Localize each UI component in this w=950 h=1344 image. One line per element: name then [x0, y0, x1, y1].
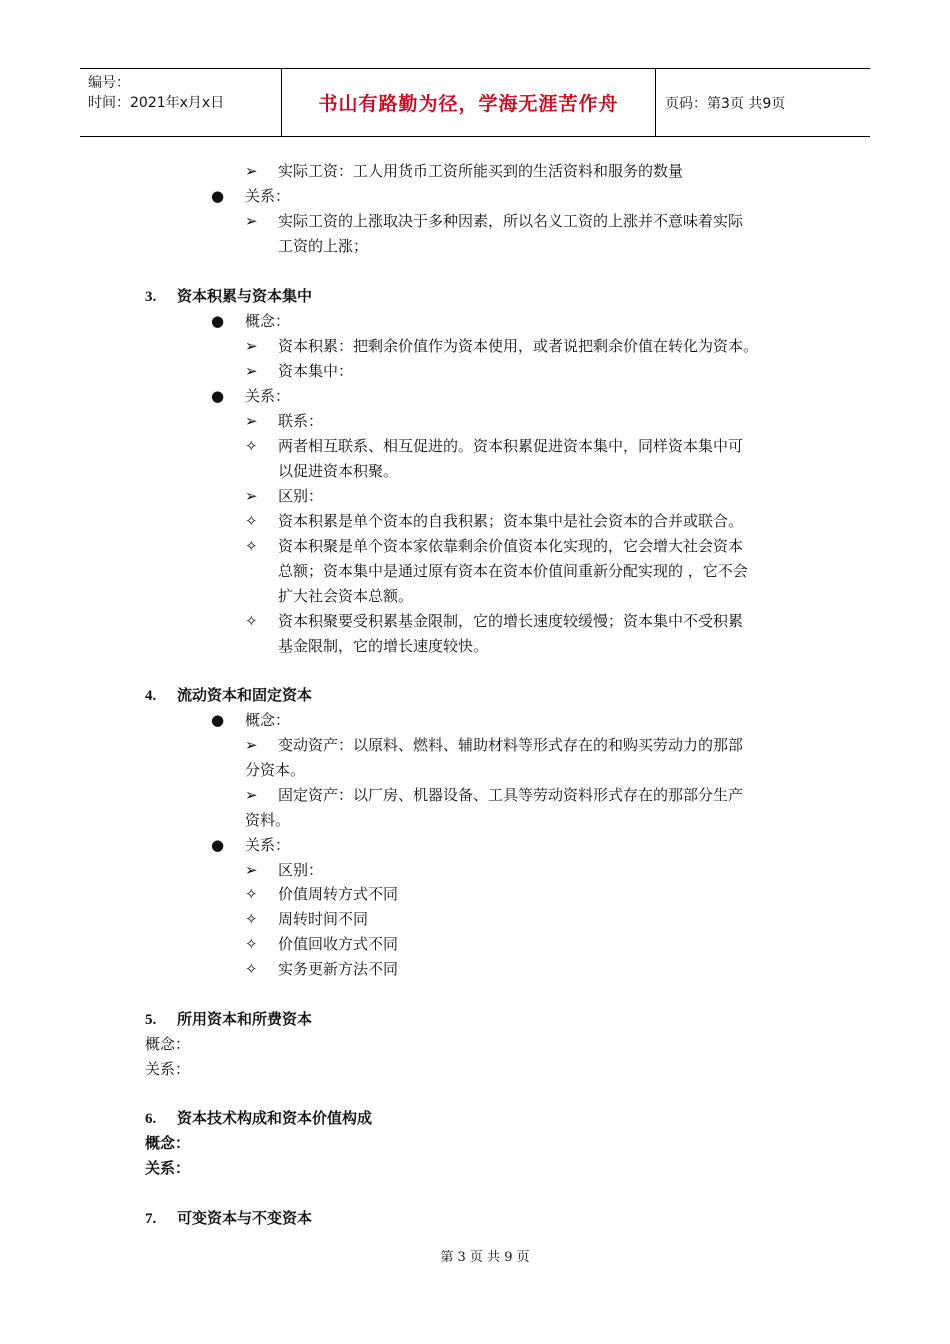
- text-line: 关系：: [145, 1159, 191, 1177]
- text-line: 固定资产：以厂房、机器设备、工具等劳动资料形式存在的那部分生产: [278, 786, 744, 804]
- text-line: 两者相互联系、相互促进的。资本积累促进资本集中，同样资本集中可: [278, 437, 744, 455]
- page-header: [80, 68, 870, 137]
- diamond-bullet-icon: ✧: [245, 537, 258, 555]
- section-heading-3: 3. 资本积累与资本集中: [145, 287, 313, 305]
- arrow-bullet-icon: ➢: [245, 362, 258, 380]
- text-line: 关系：: [245, 836, 291, 854]
- arrow-bullet-icon: ➢: [245, 337, 258, 355]
- text-line: 联系：: [278, 412, 324, 430]
- diamond-bullet-icon: ✧: [245, 612, 258, 630]
- diamond-bullet-icon: ✧: [245, 910, 258, 928]
- text-line: 资料。: [245, 811, 291, 829]
- arrow-bullet-icon: ➢: [245, 736, 258, 754]
- text-line: 总额；资本集中是通过原有资本在资本价值间重新分配实现的 ，它不会: [278, 562, 748, 580]
- text-line: 关系：: [245, 187, 291, 205]
- page-footer: 第 3 页 共 9 页: [440, 1250, 530, 1265]
- text-line: 概念：: [245, 711, 291, 729]
- diamond-bullet-icon: ✧: [245, 960, 258, 978]
- header-id: 编号：: [88, 75, 130, 91]
- diamond-bullet-icon: ✧: [245, 935, 258, 953]
- diamond-bullet-icon: ✧: [245, 437, 258, 455]
- text-line: 区别：: [278, 861, 324, 879]
- text-line: 以促进资本积聚。: [278, 462, 399, 480]
- dot-bullet-icon: ●: [211, 312, 225, 330]
- text-line: 资本积聚要受积累基金限制，它的增长速度较缓慢；资本集中不受积累: [278, 612, 744, 630]
- text-line: 扩大社会资本总额。: [278, 587, 414, 605]
- text-line: 变动资产：以原料、燃料、辅助材料等形式存在的和购买劳动力的那部: [278, 736, 744, 754]
- text-line: 价值周转方式不同: [278, 885, 399, 903]
- section-heading-7: 7. 可变资本与不变资本: [145, 1209, 313, 1227]
- header-meta: [80, 69, 282, 136]
- arrow-bullet-icon: ➢: [245, 786, 258, 804]
- text-line: 关系：: [145, 1060, 191, 1078]
- diamond-bullet-icon: ✧: [245, 512, 258, 530]
- text-line: 关系：: [245, 387, 291, 405]
- text-line: 实际工资的上涨取决于多种因素，所以名义工资的上涨并不意味着实际: [278, 212, 744, 230]
- text-line: 工资的上涨；: [278, 237, 369, 255]
- text-line: 区别：: [278, 487, 324, 505]
- text-line: 周转时间不同: [278, 910, 369, 928]
- arrow-bullet-icon: ➢: [245, 487, 258, 505]
- text-line: 概念：: [245, 312, 291, 330]
- section-heading-4: 4. 流动资本和固定资本: [145, 686, 313, 704]
- text-line: 资本积累：把剩余价值作为资本使用，或者说把剩余价值在转化为资本。: [278, 337, 759, 355]
- section-heading-6: 6. 资本技术构成和资本价值构成: [145, 1109, 373, 1127]
- dot-bullet-icon: ●: [211, 187, 225, 205]
- header-time: 时间：2021年x月x日: [88, 95, 225, 111]
- text-line: 资本集中：: [278, 362, 354, 380]
- header-page: 页码：第3页 共9页: [665, 95, 786, 112]
- text-line: 概念：: [145, 1035, 191, 1053]
- dot-bullet-icon: ●: [211, 711, 225, 729]
- arrow-bullet-icon: ➢: [245, 162, 258, 180]
- text-line: 资本积聚是单个资本家依靠剩余价值资本化实现的，它会增大社会资本: [278, 537, 744, 555]
- text-line: 分资本。: [245, 761, 306, 779]
- text-line: 基金限制，它的增长速度较快。: [278, 637, 489, 655]
- text-line: 资本积累是单个资本的自我积累；资本集中是社会资本的合并或联合。: [278, 512, 744, 530]
- section-heading-5: 5. 所用资本和所费资本: [145, 1010, 313, 1028]
- dot-bullet-icon: ●: [211, 387, 225, 405]
- header-motto-cell: [282, 69, 656, 136]
- header-motto: 书山有路勤为径，学海无涯苦作舟: [318, 93, 619, 115]
- text-line: 实际工资：工人用货币工资所能买到的生活资料和服务的数量: [278, 162, 684, 180]
- text-line: 价值回收方式不同: [278, 935, 399, 953]
- arrow-bullet-icon: ➢: [245, 861, 258, 879]
- diamond-bullet-icon: ✧: [245, 885, 258, 903]
- arrow-bullet-icon: ➢: [245, 212, 258, 230]
- arrow-bullet-icon: ➢: [245, 412, 258, 430]
- dot-bullet-icon: ●: [211, 836, 225, 854]
- text-line: 概念：: [145, 1134, 191, 1152]
- text-line: 实务更新方法不同: [278, 960, 399, 978]
